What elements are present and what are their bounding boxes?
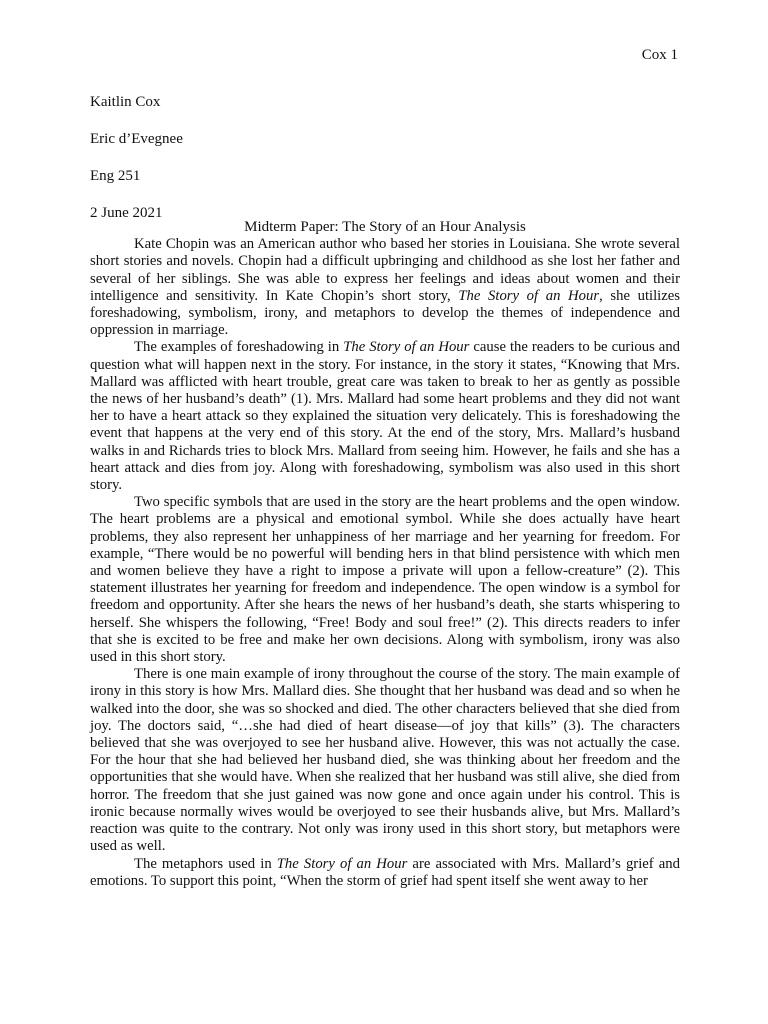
course-name: Eng 251 [90,168,141,184]
paragraph-text: cause the readers to be curious and question what will happen next in the story. For instance, in the story it states, “Knowing that Mrs. Mallard was afflicted with heart trouble, great care was taken to break to her as gently as possible the news of her husband’s death” (1). Mrs. Mallard had some heart problems and they did not want her to have a heart attack so they explained the situation very delicately. This is foreshadowing the event that happens at the very end of this story. At the end of the story, Mrs. Mallard’s husband walks in and Richards tries to block Mrs. Mallard from seeing him. However, he fails and she has a heart attack and dies from joy. Along with foreshadowing, symbolism was also used in this short story. [90,339,681,494]
work-title-italic: The Story of an Hour [458,287,600,304]
author-name: Kaitlin Cox [90,94,161,110]
paragraph-1 [90,236,680,339]
paragraph-text: Two specific symbols that are used in the story are the heart problems and the open window. The heart problems are a physical and emotional symbol. While she does actually have heart problems, they also represent her unhappiness of her marriage and her yearning for freedom. For example, “There would be no powerful will bending hers in that blind persistence with which men and women believe they have a right to impose a private will upon a fellow-creature” (2). This statement illustrates her yearning for freedom and independence. The open window is a symbol for freedom and opportunity. After she hears the news of her husband’s death, she starts whispering to herself. She whispers the following, “Free! Body and soul free!” (2). This directs readers to infer that she is excited to be free and make her own decisions. Along with symbolism, irony was also used in this short story. [90,494,680,666]
paragraph-text: The metaphors used in [134,855,277,872]
date: 2 June 2021 [90,205,163,221]
paragraph-text: are associated with Mrs. Mallard’s grief and emotions. To support this point, “When the storm of grief had spent itself she went away to her [90,855,680,889]
paragraph-text: There is one main example of irony throughout the course of the story. The main example of irony in this story is how Mrs. Mallard dies. She thought that her husband was dead and so when he walked into the door, she was so shocked and died. The other characters believed that she died from joy. The doctors said, “…she had died of heart disease—of joy that kills” (3). The characters believed that she was overjoyed to see her husband alive. However, this was not actually the case. For the hour that she had believed her husband died, she was thinking about her freedom and the opportunities that she would have. When she realized that her husband was still alive, she died from horror. The freedom that she just gained was now gone and once again under his control. This is ironic because normally wives would be overjoyed to see their husbands alive, but Mrs. Mallard’s reaction was quite to the contrary. Not only was irony used in this short story, but metaphors were used as well. [90,666,680,855]
work-title-italic: The Story of an Hour [276,855,408,872]
paragraph-text: , she utilizes foreshadowing, symbolism, irony, and metaphors to develop the themes of independence and oppression in marriage. [90,287,681,339]
page-header: Cox 1 [641,47,678,63]
paragraph-4 [90,666,680,855]
essay-body [90,219,680,890]
paragraph-text: The examples of foreshadowing in [134,339,344,356]
work-title-italic: The Story of an Hour [343,339,470,356]
paragraph-5 [90,856,680,890]
paragraph-text: Kate Chopin was an American author who based her stories in Louisiana. She wrote several short stories and novels. Chopin had a difficult upbringing and childhood as she lost her father and several of her siblings. She was able to express her feelings and ideas about women and their intelligence and sensitivity. In Kate Chopin’s short story, [90,236,680,304]
essay-title: Midterm Paper: The Story of an Hour Analysis [244,219,526,235]
paragraph-2 [90,339,680,494]
instructor-name: Eric d’Evegnee [90,131,183,147]
paragraph-3 [90,494,680,666]
